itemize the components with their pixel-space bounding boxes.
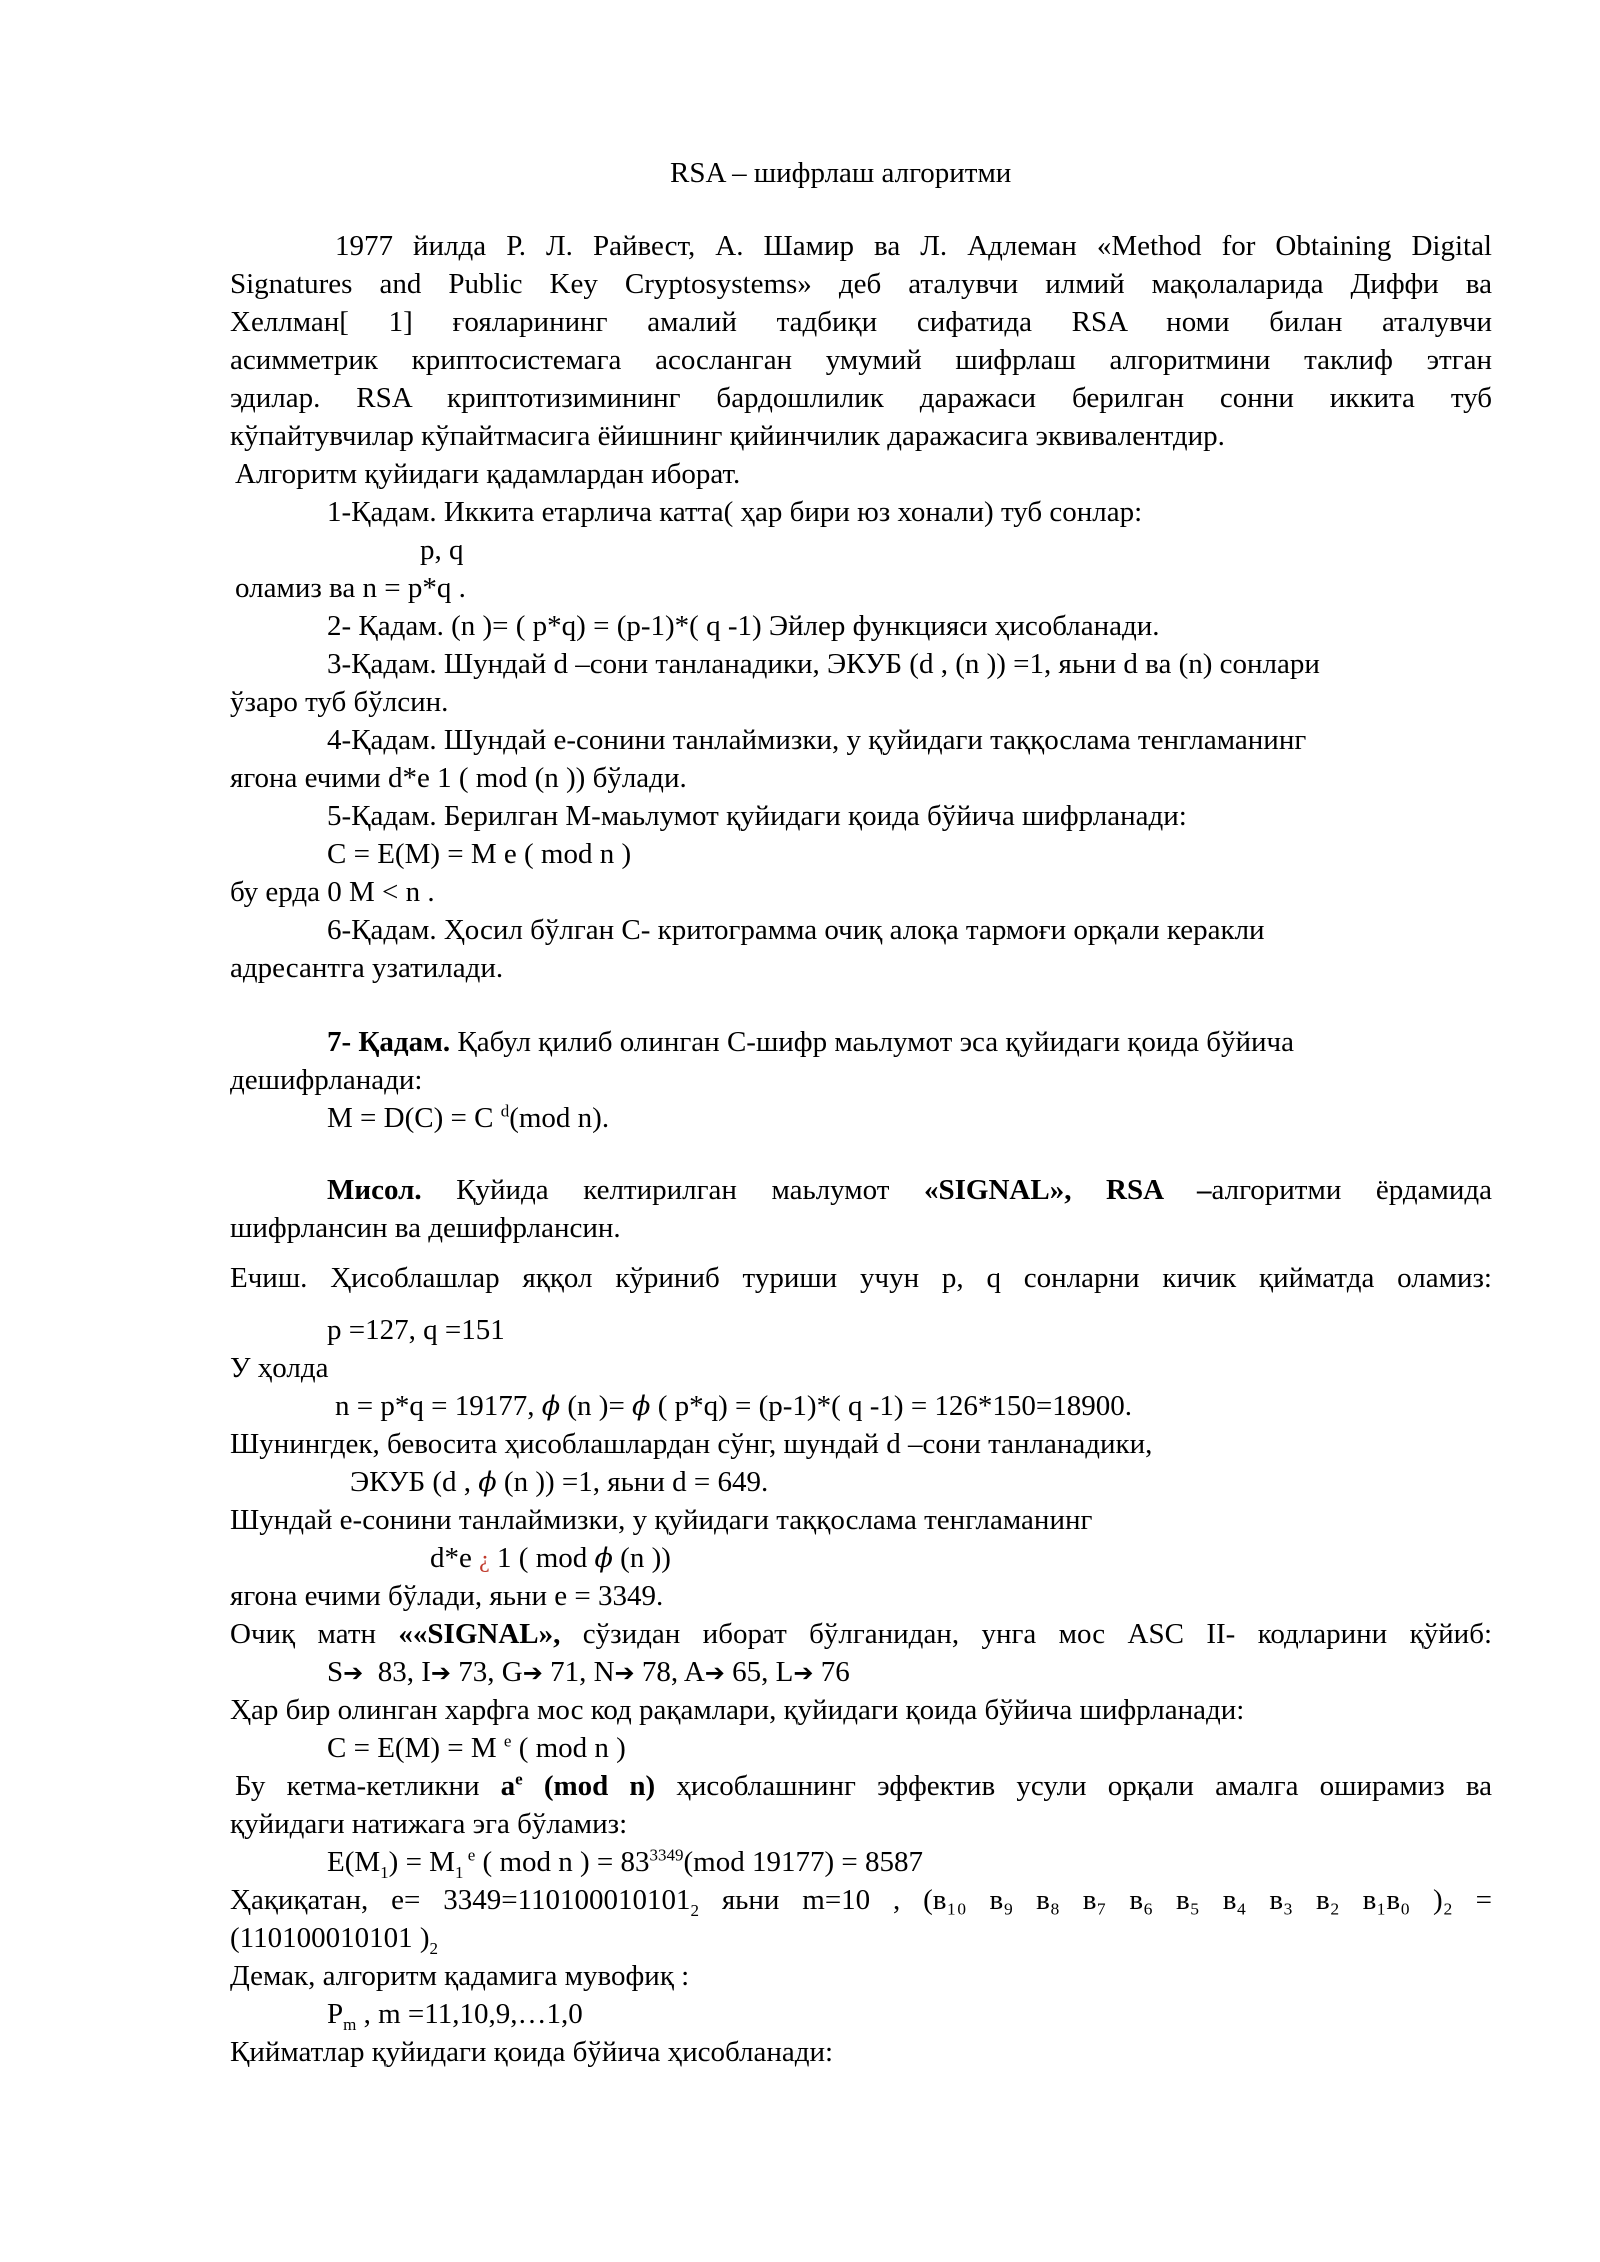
haqiqatan-cont <box>230 1920 438 1956</box>
step-6: 6-Қадам. Ҳосил бўлган C- критограмма очиқ алоқа тармоғи орқали керакли <box>327 914 1265 946</box>
intro-line-2: Signatures and Public Key Cryptosystems» деб аталувчи илмий мақолаларида Диффи ва <box>230 268 1492 300</box>
phi-symbol: ϕ <box>541 1391 561 1422</box>
bits-text: ₁₀ в₉ в₈ в₇ в₆ в₅ в₄ в₃ в₂ в₁в₀ )₂ = <box>946 1884 1492 1916</box>
n-formula <box>335 1388 1132 1425</box>
bu-ketma-cont: қуйидаги натижага эга бўламиз: <box>230 1808 628 1840</box>
u-holda: У ҳолда <box>230 1352 329 1384</box>
haq-sub: 2 <box>429 1938 438 1958</box>
formula-part: 1 ( mod <box>489 1542 595 1574</box>
code-char: I <box>421 1656 431 1688</box>
arrow-icon: ➔ <box>522 1659 543 1687</box>
formula-part: ( mod n ) <box>511 1732 626 1764</box>
haqiqatan-line <box>230 1882 1492 1918</box>
formula-part: (mod n). <box>509 1102 610 1134</box>
shunday-line: Шундай e-сонини танлаймизки, у қуйидаги таққослама тенгламанинг <box>230 1504 1093 1536</box>
step-4-cont: ягона ечими d*e 1 ( mod (n )) бўлади. <box>230 762 687 794</box>
step-7-cont: дешифрланади: <box>230 1064 423 1096</box>
intro-line-5: эдилар. RSA криптотизимининг бардошлилик даражаси берилган сонни иккита туб <box>230 382 1492 414</box>
cipher-formula <box>327 1730 626 1766</box>
rsa-word: RSA – <box>1106 1174 1212 1206</box>
formula-sup: e <box>463 1845 476 1865</box>
haq-text: Ҳақиқатан, e= 3349=110100010101 <box>230 1884 691 1916</box>
ascii-codes-line <box>327 1654 850 1691</box>
intro-line-7: Алгоритм қуйидаги қадамлардан иборат. <box>235 458 741 490</box>
example-heading-cont: шифрлансин ва дешифрлансин. <box>230 1212 621 1244</box>
formula-part: , m =11,10,9,…1,0 <box>356 1998 583 2030</box>
step-1-n: оламиз ва n = p*q . <box>235 572 466 604</box>
intro-line-4: асимметрик криптосистемага асосланган умумий шифрлаш алгоритмини таклиф этган <box>230 344 1492 376</box>
pm-line <box>327 1996 583 2032</box>
bu-a: a <box>500 1770 516 1802</box>
arrow-icon: ➔ <box>793 1659 814 1687</box>
formula-sub: 1 <box>454 1862 464 1882</box>
intro-line-1: 1977 йилда Р. Л. Райвест, А. Шамир ва Л. Адлеман «Method for Obtaining Digital <box>335 230 1492 262</box>
arrow-icon: ➔ <box>430 1659 452 1687</box>
em-formula <box>327 1844 923 1880</box>
formula-sup: 3349 <box>649 1845 684 1865</box>
formula-sup: e <box>503 1731 512 1751</box>
code-value: 73, <box>451 1656 502 1688</box>
formula-part: P <box>327 1998 344 2030</box>
missing-glyph-mark: ¿ <box>479 1547 490 1573</box>
solution-line: Ечиш. Ҳисоблашлар яққол кўриниб туриши учун p, q сонларни кичик қийматда оламиз: <box>230 1262 1492 1294</box>
example-heading <box>230 1172 1492 1208</box>
ochiq-text: сўзидан иборат бўлганидан, унга мос ASC II- кодларини қўйиб: <box>582 1618 1493 1650</box>
formula-part: C = E(M) = M <box>327 1732 504 1764</box>
code-value: 65, <box>724 1656 776 1688</box>
yagona-line: ягона ечими бўлади, яьни e = 3349. <box>230 1580 664 1612</box>
code-value: 76 <box>813 1656 850 1688</box>
formula-sub: m <box>343 2014 357 2034</box>
arrow-icon: ➔ <box>614 1659 635 1687</box>
phi-symbol: ϕ <box>594 1543 613 1574</box>
signal-word: ««SIGNAL», <box>398 1618 561 1650</box>
code-char: L <box>775 1656 794 1688</box>
step-1-pq: p, q <box>420 534 464 566</box>
phi-symbol: ϕ <box>632 1391 651 1422</box>
phi-symbol: ϕ <box>478 1467 497 1498</box>
code-value: 78, <box>634 1656 684 1688</box>
formula-part: d*e <box>430 1542 480 1574</box>
qiymatlar-line: Қийматлар қуйидаги қоида бўйича ҳисобланади: <box>230 2036 834 2068</box>
step-4: 4-Қадам. Шундай e-сонини танлаймизки, у қуйидаги таққослама тенгламанинг <box>327 724 1307 756</box>
step-3: 3-Қадам. Шундай d –сони танланадики, ЭКУБ (d , (n )) =1, яьни d ва (n) сонлари <box>327 648 1320 680</box>
arrow-icon: ➔ <box>704 1659 725 1687</box>
formula-part: ЭКУБ (d , <box>350 1466 479 1498</box>
code-char: A <box>683 1656 705 1688</box>
step-5-formula: C = E(M) = M e ( mod n ) <box>327 838 632 870</box>
bu-sup: e <box>515 1769 523 1789</box>
step-7 <box>327 1024 1294 1060</box>
congruence-line <box>430 1540 671 1578</box>
code-value: 83, <box>363 1656 422 1688</box>
intro-line-6: кўпайтувчилар кўпайтмасига ёйишнинг қийинчилик даражасига эквивалентдир. <box>230 420 1225 452</box>
formula-part: M = D(C) = C <box>327 1102 501 1134</box>
formula-part: ) = M <box>388 1846 455 1878</box>
intro-line-3: Хеллман[ 1] ғояларининг амалий тадбиқи сифатида RSA номи билан аталувчи <box>230 306 1492 338</box>
arrow-icon: ➔ <box>343 1659 364 1687</box>
step-3-cont: ўзаро туб бўлсин. <box>230 686 449 718</box>
haq-sub: 2 <box>690 1900 699 1920</box>
formula-part: E(M <box>327 1846 381 1878</box>
bu-text: ҳисоблашнинг эффектив усули орқали амалга оширамиз ва <box>676 1770 1492 1802</box>
step-5-cont: бу ерда 0 M < n . <box>230 876 435 908</box>
bu-mod: (mod n) <box>522 1770 656 1802</box>
signal-word: «SIGNAL», <box>924 1174 1072 1206</box>
har-bir-line: Ҳар бир олинган харфга мос код рақамлари, қуйидаги қоида бўйича шифрланади: <box>230 1694 1245 1726</box>
demak-line: Демак, алгоритм қадамига мувофиқ : <box>230 1960 690 1992</box>
code-char: N <box>593 1656 615 1688</box>
formula-part: (n )= <box>560 1390 633 1422</box>
formula-part: (mod 19177) = 8587 <box>683 1846 923 1878</box>
page-title: RSA – шифрлаш алгоритми <box>670 157 1012 189</box>
formula-part: ( p*q) = (p-1)*( q -1) = 126*150=18900. <box>650 1390 1133 1422</box>
formula-part: n = p*q = 19177, <box>335 1390 542 1422</box>
haq-text: (110100010101 ) <box>230 1922 430 1954</box>
step-2: 2- Қадам. (n )= ( p*q) = (p-1)*( q -1) Эйлер функцияси ҳисобланади. <box>327 610 1160 642</box>
pq-values: p =127, q =151 <box>327 1314 505 1346</box>
formula-part: (n )) <box>612 1542 671 1574</box>
ochiq-text: Очиқ матн <box>230 1618 399 1650</box>
example-text: Қуйида келтирилган маьлумот <box>421 1174 924 1206</box>
formula-part: (n )) =1, яьни d = 649. <box>496 1466 769 1498</box>
bu-text: Бу кетма-кетликни <box>235 1770 501 1802</box>
step-7-text: Қабул қилиб олинган C-шифр маьлумот эса қуйидаги қоида бўйича <box>450 1026 1295 1058</box>
formula-part: ( mod n ) = 83 <box>475 1846 650 1878</box>
step-7-label: 7- Қадам. <box>327 1026 451 1058</box>
example-text: алгоритми ёрдамида <box>1211 1174 1493 1206</box>
formula-sup: d <box>500 1101 510 1121</box>
formula-sub: 1 <box>380 1862 389 1882</box>
code-char: S <box>327 1656 344 1688</box>
ekub-line <box>350 1464 768 1501</box>
haq-text: яьни m=10 , (в <box>721 1884 947 1916</box>
ochiq-line <box>230 1616 1492 1652</box>
shuningdek-line: Шунингдек, бевосита ҳисоблашлардан сўнг, шундай d –сони танланадики, <box>230 1428 1153 1460</box>
step-1: 1-Қадам. Иккита етарлича катта( ҳар бири юз хонали) туб сонлар: <box>327 496 1143 528</box>
code-value: 71, <box>542 1656 594 1688</box>
bu-ketma-line <box>230 1768 1492 1804</box>
step-7-formula <box>327 1100 609 1136</box>
code-char: G <box>501 1656 523 1688</box>
example-label: Мисол. <box>327 1174 422 1206</box>
step-6-cont: адресантга узатилади. <box>230 952 504 984</box>
step-5: 5-Қадам. Берилган M-маьлумот қуйидаги қоида бўйича шифрланади: <box>327 800 1187 832</box>
